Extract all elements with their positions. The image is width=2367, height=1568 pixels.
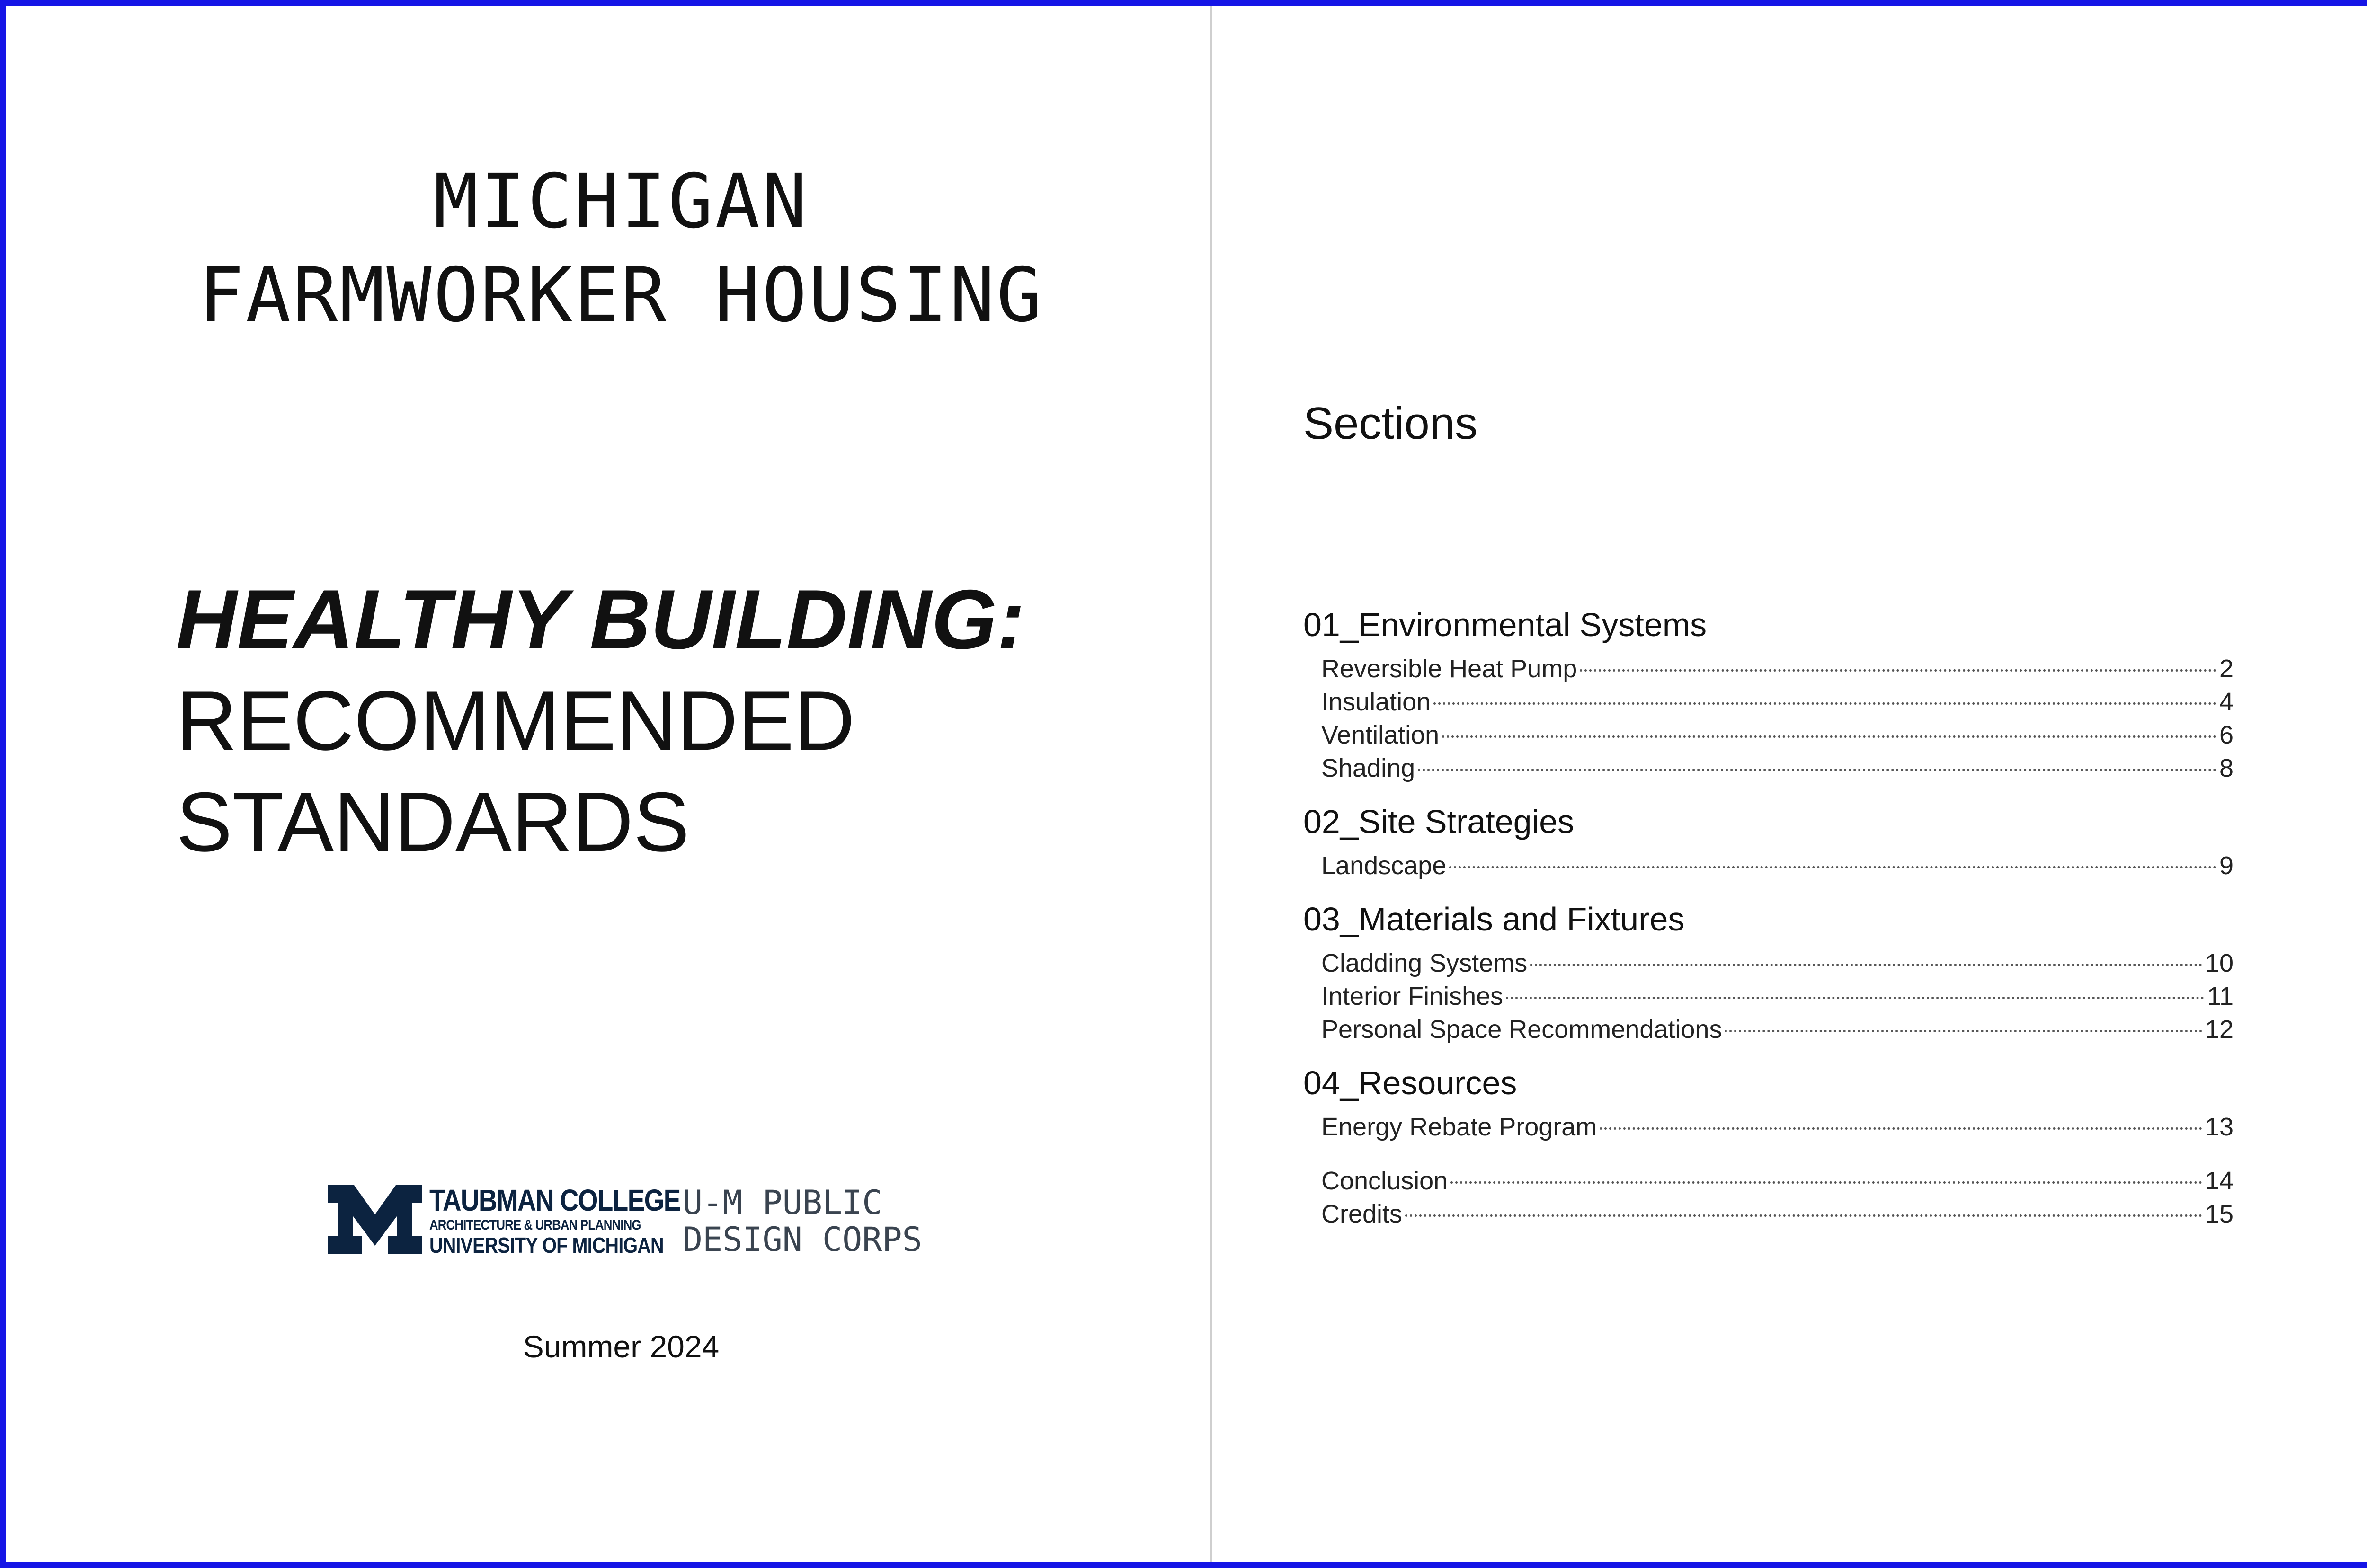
toc-page-number: 8 bbox=[2219, 754, 2234, 782]
toc-page-number: 4 bbox=[2219, 688, 2234, 716]
title-line-2: FARMWORKER HOUSING bbox=[198, 252, 1044, 339]
toc-entry[interactable] bbox=[1321, 718, 2234, 752]
block-m-logo-icon bbox=[328, 1185, 422, 1254]
toc-page-number: 6 bbox=[2219, 721, 2234, 749]
subtitle-bold: HEALTHY BUILDING: bbox=[176, 572, 1025, 666]
toc-entry[interactable] bbox=[1321, 980, 2234, 1013]
toc-page-number: 9 bbox=[2219, 851, 2234, 880]
dot-leader bbox=[1530, 964, 2202, 966]
toc-entry-list bbox=[1303, 1110, 2234, 1143]
dot-leader bbox=[1450, 1181, 2202, 1184]
subtitle-line-1: RECOMMENDED bbox=[176, 673, 855, 768]
document-subtitle bbox=[176, 569, 1025, 873]
dot-leader bbox=[1506, 997, 2204, 999]
toc-section bbox=[1303, 895, 2234, 1046]
toc-page-number: 10 bbox=[2205, 949, 2234, 977]
toc-entry[interactable] bbox=[1321, 752, 2234, 785]
toc-section-title[interactable]: 03_Materials and Fixtures bbox=[1303, 901, 1685, 938]
toc-entry-list bbox=[1303, 947, 2234, 1046]
toc-entry-label: Conclusion bbox=[1321, 1167, 1448, 1195]
publication-date: Summer 2024 bbox=[523, 1329, 720, 1364]
toc-entry-list bbox=[1303, 849, 2234, 882]
toc-entry[interactable] bbox=[1321, 1164, 2234, 1197]
document-title bbox=[6, 155, 1237, 342]
dot-leader bbox=[1600, 1127, 2202, 1130]
dot-leader bbox=[1725, 1030, 2202, 1032]
taubman-college-wordmark bbox=[429, 1185, 721, 1256]
dot-leader bbox=[1442, 735, 2216, 738]
toc-section bbox=[1303, 798, 2234, 882]
dot-leader bbox=[1418, 769, 2216, 771]
logo-row bbox=[328, 1179, 943, 1260]
toc-entry[interactable] bbox=[1321, 1197, 2234, 1231]
toc-entry-list bbox=[1303, 652, 2234, 785]
dot-leader bbox=[1433, 702, 2216, 705]
updc-line-1: U-M PUBLIC bbox=[683, 1183, 882, 1222]
public-design-corps-wordmark bbox=[683, 1184, 922, 1258]
toc-extra-entries bbox=[1303, 1164, 2234, 1231]
toc-entry[interactable] bbox=[1321, 1013, 2234, 1046]
toc-section-title[interactable]: 04_Resources bbox=[1303, 1064, 1517, 1101]
toc-entry[interactable] bbox=[1321, 652, 2234, 685]
toc-entry-label: Shading bbox=[1321, 754, 1415, 782]
dot-leader bbox=[1449, 866, 2216, 868]
toc-entry-label: Cladding Systems bbox=[1321, 949, 1528, 977]
toc-section bbox=[1303, 601, 2234, 785]
toc-entry-label: Personal Space Recommendations bbox=[1321, 1015, 1722, 1044]
taubman-line-2: ARCHITECTURE & URBAN PLANNING bbox=[429, 1217, 641, 1233]
toc-page-number: 12 bbox=[2205, 1015, 2234, 1044]
taubman-line-1: TAUBMAN COLLEGE bbox=[429, 1183, 680, 1217]
toc-entry-label: Ventilation bbox=[1321, 721, 1440, 749]
dot-leader bbox=[1580, 669, 2216, 672]
toc-section bbox=[1303, 1059, 2234, 1143]
toc-page-number: 2 bbox=[2219, 655, 2234, 683]
toc-entry-label: Insulation bbox=[1321, 688, 1431, 716]
toc-page-number: 11 bbox=[2207, 982, 2234, 1010]
subtitle-line-2: STANDARDS bbox=[176, 775, 690, 869]
dot-leader bbox=[1405, 1214, 2202, 1217]
toc-entry-label: Credits bbox=[1321, 1200, 1403, 1228]
toc-entry-label: Landscape bbox=[1321, 851, 1447, 880]
toc-entry-label: Energy Rebate Program bbox=[1321, 1113, 1597, 1141]
toc-page-number: 13 bbox=[2205, 1113, 2234, 1141]
toc-section-title[interactable]: 02_Site Strategies bbox=[1303, 803, 1575, 840]
toc-entry-label: Reversible Heat Pump bbox=[1321, 655, 1577, 683]
sections-heading: Sections bbox=[1303, 398, 1478, 449]
title-line-1: MICHIGAN bbox=[433, 158, 809, 245]
toc-entry[interactable] bbox=[1321, 1110, 2234, 1143]
toc-entry[interactable] bbox=[1321, 849, 2234, 882]
toc-entry[interactable] bbox=[1321, 947, 2234, 980]
toc-entry[interactable] bbox=[1321, 685, 2234, 718]
taubman-line-3: UNIVERSITY OF MICHIGAN bbox=[429, 1233, 664, 1258]
toc-page-number: 14 bbox=[2205, 1167, 2234, 1195]
left-page bbox=[6, 6, 1210, 1562]
updc-line-2: DESIGN CORPS bbox=[683, 1220, 922, 1259]
toc-page-number: 15 bbox=[2205, 1200, 2234, 1228]
table-of-contents bbox=[1303, 601, 2234, 1231]
toc-section-title[interactable]: 01_Environmental Systems bbox=[1303, 606, 1707, 643]
toc-entry-label: Interior Finishes bbox=[1321, 982, 1504, 1010]
